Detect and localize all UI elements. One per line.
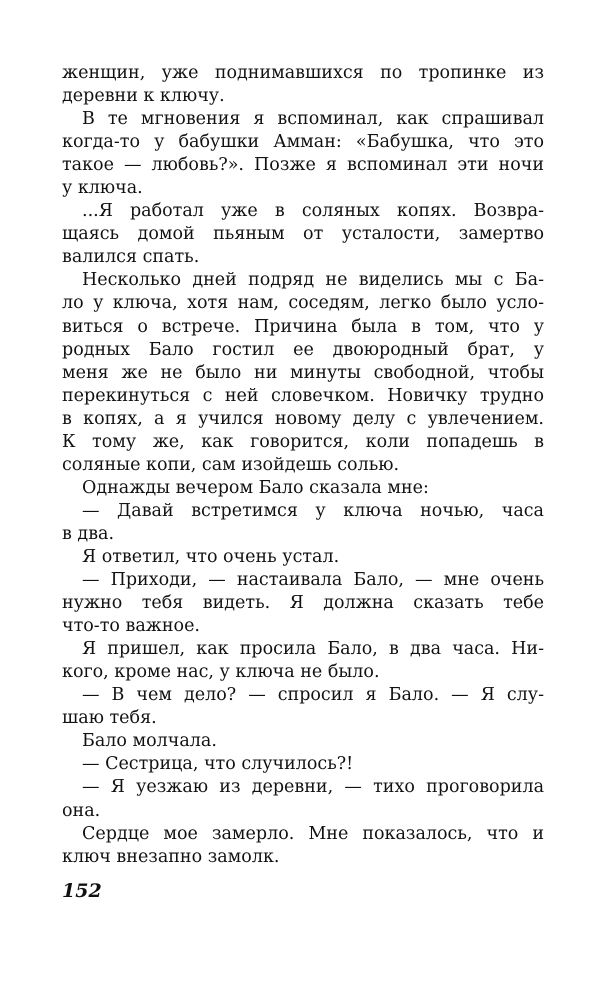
text-line: соляные копи, сам изойдешь солью. [62, 454, 400, 475]
text-line: Бало молчала. [82, 731, 217, 752]
text-line: такое — любовь?». Позже я вспоминал эти ночи [62, 155, 544, 176]
text-line: в копях, а я учился новому делу с увлечением. [62, 408, 544, 429]
text-line: К тому же, как говорится, коли попадешь в [62, 431, 544, 452]
text-line: она. [62, 800, 101, 821]
page-number: 152 [62, 880, 102, 902]
text-line: В те мгновения я вспоминал, как спрашивал [82, 109, 544, 130]
text-line: шаю тебя. [62, 708, 157, 729]
text-line: — Сестрица, что случилось?! [82, 754, 354, 775]
text-line: у ключа. [62, 178, 143, 199]
text-line: ...Я работал уже в соляных копях. Возвра- [82, 201, 544, 222]
text-line: меня же не было ни минуты свободной, чтобы [62, 362, 544, 383]
text-line: Несколько дней подряд не виделись мы с Ба- [82, 270, 544, 291]
text-line: деревни к ключу. [62, 86, 225, 107]
text-line: в два. [62, 523, 115, 544]
text-line: кого, кроме нас, у ключа не было. [62, 662, 380, 683]
text-line: Однажды вечером Бало сказала мне: [82, 477, 429, 498]
text-line: — Давай встретимся у ключа ночью, часа [82, 500, 544, 521]
text-line: нужно тебя видеть. Я должна сказать тебе [62, 593, 544, 614]
text-line: перекинуться с ней словечком. Новичку трудно [62, 385, 544, 406]
text-line: — Я уезжаю из деревни, — тихо проговорила [82, 777, 544, 798]
text-line: — В чем дело? — спросил я Бало. — Я слу- [82, 685, 544, 706]
text-line: родных Бало гостил ее двоюродный брат, у [62, 339, 544, 360]
text-line: виться о встрече. Причина была в том, что у [62, 316, 544, 337]
text-line: женщин, уже поднимавшихся по тропинке из [62, 63, 544, 83]
text-line: ло у ключа, хотя нам, соседям, легко было усло- [62, 293, 544, 314]
text-line: щаясь домой пьяным от усталости, замертво [62, 224, 544, 245]
page-text [62, 62, 544, 869]
text-line: Я пришел, как просила Бало, в два часа. Ни- [82, 639, 544, 660]
text-line: Сердце мое замерло. Мне показалось, что и [82, 823, 544, 844]
text-line: когда-то у бабушки Амман: «Бабушка, что это [62, 132, 544, 153]
text-line: Я ответил, что очень устал. [82, 546, 340, 567]
text-line: валился спать. [62, 247, 200, 268]
text-line: — Приходи, — настаивала Бало, — мне очень [82, 570, 544, 591]
text-line: ключ внезапно замолк. [62, 846, 280, 867]
text-line: что-то важное. [62, 616, 200, 637]
